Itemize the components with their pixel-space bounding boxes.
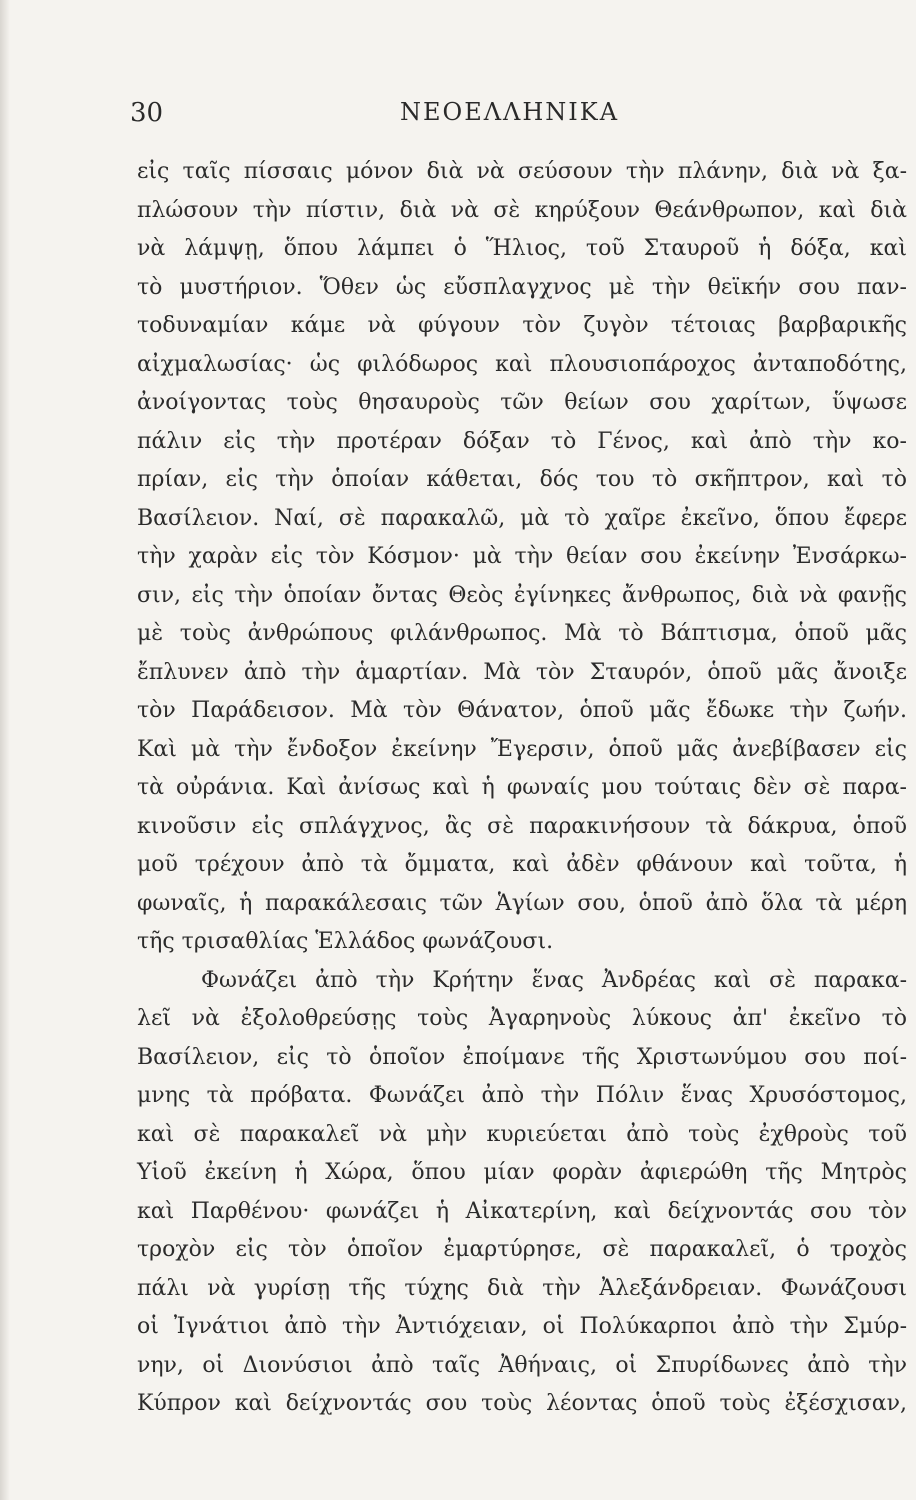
text-line: οἱ Ἰγνάτιοι ἀπὸ τὴν Ἀντιόχειαν, οἱ Πολύκαρποι ἀπὸ τὴν Σμύρ- <box>137 1314 907 1339</box>
text-line: πρίαν, εἰς τὴν ὁποίαν κάθεται, δός του τὸ σκῆπτρον, καὶ τὸ <box>137 467 907 492</box>
page-number: 30 <box>130 98 164 128</box>
text-line: νην, οἱ Διονύσιοι ἀπὸ ταῖς Ἀθήναις, οἱ Σπυρίδωνες ἀπὸ τὴν <box>137 1352 907 1378</box>
text-line: καὶ σὲ παρακαλεῖ νὰ μὴν κυριεύεται ἀπὸ τοὺς ἐχθροὺς τοῦ <box>137 1121 907 1147</box>
text-line: ἀνοίγοντας τοὺς θησαυροὺς τῶν θείων σου χαρίτων, ὕψωσε <box>137 390 907 415</box>
running-title: ΝΕΟΕΛΛΗΝΙΚΑ <box>400 98 620 126</box>
text-line: τὰ οὐράνια. Καὶ ἀνίσως καὶ ἡ φωναίς μου τούταις δὲν σὲ παρα- <box>137 775 907 800</box>
text-line: κινοῦσιν εἰς σπλάγχνος, ἂς σὲ παρακινήσουν τὰ δάκρυα, ὁποῦ <box>137 813 907 839</box>
text-line: πάλι νὰ γυρίσῃ τῆς τύχης διὰ τὴν Ἀλεξάνδρειαν. Φωνάζουσι <box>137 1275 907 1301</box>
text-line: πάλιν εἰς τὴν προτέραν δόξαν τὸ Γένος, καὶ ἀπὸ τὴν κο- <box>137 428 907 454</box>
text-line: νὰ λάμψῃ, ὅπου λάμπει ὁ Ἥλιος, τοῦ Σταυροῦ ἡ δόξα, καὶ <box>137 236 907 261</box>
text-line: εἰς ταῖς πίσσαις μόνον διὰ νὰ σεύσουν τὴν πλάνην, διὰ νὰ ξα- <box>137 159 907 184</box>
body-text <box>137 153 907 1424</box>
page-gutter-shadow <box>0 0 10 1500</box>
text-line: σιν, εἰς τὴν ὁποίαν ὄντας Θεὸς ἐγίνηκες ἄνθρωπος, διὰ νὰ φανῇς <box>137 582 907 608</box>
paragraph-1 <box>137 153 907 962</box>
text-line: αἰχμαλωσίας· ὡς φιλόδωρος καὶ πλουσιοπάροχος ἀνταποδότης, <box>137 351 907 377</box>
text-line: τῆς τρισαθλίας Ἑλλάδος φωνάζουσι. <box>137 929 554 954</box>
text-line: τοδυναμίαν κάμε νὰ φύγουν τὸν ζυγὸν τέτοιας βαρβαρικῆς <box>137 313 907 338</box>
text-line: Καὶ μὰ τὴν ἔνδοξον ἐκείνην Ἔγερσιν, ὁποῦ μᾶς ἀνεβίβασεν εἰς <box>137 736 907 762</box>
text-line: Υἱοῦ ἐκείνη ἡ Χώρα, ὅπου μίαν φορὰν ἀφιερώθη τῆς Μητρὸς <box>137 1160 907 1185</box>
text-line: τὸν Παράδεισον. Μὰ τὸν Θάνατον, ὁποῦ μᾶς ἔδωκε τὴν ζωήν. <box>137 698 907 723</box>
text-line: πλώσουν τὴν πίστιν, διὰ νὰ σὲ κηρύξουν Θεάνθρωπον, καὶ διὰ <box>137 197 907 223</box>
text-line: τροχὸν εἰς τὸν ὁποῖον ἐμαρτύρησε, σὲ παρακαλεῖ, ὁ τροχὸς <box>137 1237 907 1262</box>
text-line: μὲ τοὺς ἀνθρώπους φιλάνθρωπος. Μὰ τὸ Βάπτισμα, ὁποῦ μᾶς <box>137 621 907 646</box>
text-line: λεῖ νὰ ἐξολοθρεύσῃς τοὺς Ἀγαρηνοὺς λύκους ἀπ' ἐκεῖνο τὸ <box>137 1006 907 1031</box>
paragraph-2 <box>137 962 907 1424</box>
text-line: Βασίλειον, εἰς τὸ ὁποῖον ἐποίμανε τῆς Χριστωνύμου σου ποί- <box>137 1044 907 1070</box>
text-line: Κύπρον καὶ δείχνοντάς σου τοὺς λέοντας ὁποῦ τοὺς ἐξέσχισαν, <box>137 1391 907 1416</box>
text-line: καὶ Παρθένου· φωνάζει ἡ Αἰκατερίνη, καὶ δείχνοντάς σου τὸν <box>137 1198 907 1224</box>
text-line: Φωνάζει ἀπὸ τὴν Κρήτην ἕνας Ἀνδρέας καὶ σὲ παρακα- <box>201 967 907 993</box>
text-line: Βασίλειον. Ναί, σὲ παρακαλῶ, μὰ τὸ χαῖρε ἐκεῖνο, ὅπου ἔφερε <box>137 505 907 531</box>
text-line: μνης τὰ πρόβατα. Φωνάζει ἀπὸ τὴν Πόλιν ἕνας Χρυσόστομος, <box>137 1083 907 1108</box>
text-line: ἔπλυνεν ἀπὸ τὴν ἁμαρτίαν. Μὰ τὸν Σταυρόν, ὁποῦ μᾶς ἄνοιξε <box>137 659 907 685</box>
text-line: τὴν χαρὰν εἰς τὸν Κόσμον· μὰ τὴν θείαν σου ἐκείνην Ἐνσάρκω- <box>137 544 907 569</box>
page-header <box>130 98 910 138</box>
text-line: φωναῖς, ἡ παρακάλεσαις τῶν Ἁγίων σου, ὁποῦ ἀπὸ ὅλα τὰ μέρη <box>137 890 907 916</box>
text-line: μοῦ τρέχουν ἀπὸ τὰ ὄμματα, καὶ ἀδὲν φθάνουν καὶ τοῦτα, ἡ <box>137 852 907 877</box>
text-line: τὸ μυστήριον. Ὅθεν ὡς εὔσπλαγχνος μὲ τὴν θεϊκήν σου παν- <box>137 274 907 300</box>
